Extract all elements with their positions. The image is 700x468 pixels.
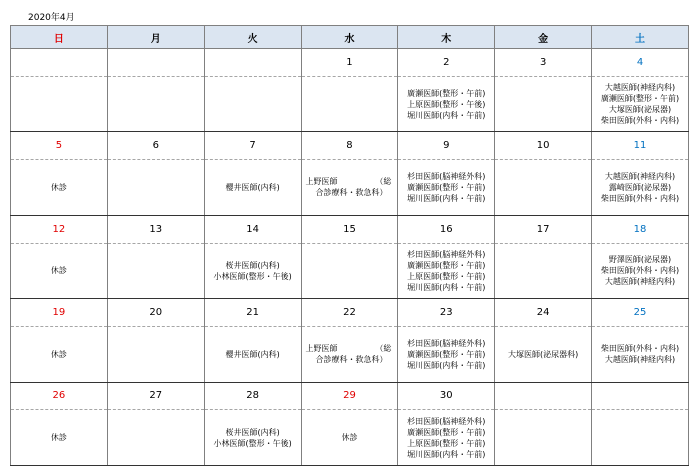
doctor-entry: 廣瀬医師(整形・午前) — [407, 182, 486, 192]
schedule-cell-sunday — [11, 410, 108, 466]
date-cell-saturday — [592, 382, 689, 410]
doctor-entry: 廣瀬医師(整形・午前) — [600, 94, 680, 104]
date-row — [11, 299, 689, 327]
schedule-cell-thursday — [398, 76, 495, 132]
schedule-cell-wednesday — [301, 160, 398, 216]
calendar-table — [10, 25, 689, 466]
schedule-cell-friday — [495, 243, 592, 299]
date-cell-wednesday: 8 — [301, 132, 398, 160]
date-cell-monday: 6 — [107, 132, 204, 160]
doctor-entry: 上原医師(整形・午前) — [407, 438, 486, 448]
schedule-row — [11, 76, 689, 132]
weekday-saturday: 土 — [592, 26, 689, 49]
schedule-cell-thursday — [398, 243, 495, 299]
weekday-sunday: 日 — [11, 26, 108, 49]
date-row — [11, 382, 689, 410]
date-cell-friday: 3 — [495, 49, 592, 77]
doctor-entry: 杉田医師(脳神経外科) — [407, 171, 486, 181]
doctor-entry: 大塚医師(泌尿器) — [608, 105, 672, 115]
doctor-entry-group — [302, 176, 398, 198]
date-cell-saturday: 4 — [592, 49, 689, 77]
doctor-entry: 堀川医師(内科・午前) — [407, 360, 486, 370]
weekday-wednesday: 水 — [301, 26, 398, 49]
date-cell-sunday: 5 — [11, 132, 108, 160]
date-cell-saturday: 18 — [592, 215, 689, 243]
date-row — [11, 49, 689, 77]
doctor-entry: 廣瀬医師(整形・午前) — [407, 427, 486, 437]
weekday-tuesday: 火 — [204, 26, 301, 49]
schedule-cell-friday — [495, 410, 592, 466]
doctor-entry-dept: 合診療科・救急科） — [315, 355, 388, 365]
doctor-entry: 堀川医師(内科・午前) — [407, 110, 486, 120]
date-cell-monday: 20 — [107, 299, 204, 327]
doctor-entry: 上原医師(整形・午前) — [407, 271, 486, 281]
date-cell-sunday: 26 — [11, 382, 108, 410]
schedule-cell-friday — [495, 160, 592, 216]
doctor-entry: 杉田医師(脳神経外科) — [407, 416, 486, 426]
doctor-entry: 堀川医師(内科・午前) — [407, 193, 486, 203]
doctor-entry: 柴田医師(外科・内科) — [600, 266, 680, 276]
doctor-entry: 杉田医師(脳神経外科) — [407, 249, 486, 259]
date-cell-monday — [107, 49, 204, 77]
doctor-entry: 上野医師 — [305, 344, 338, 354]
doctor-entry: 上原医師(整形・午後) — [407, 99, 486, 109]
schedule-cell-thursday — [398, 326, 495, 382]
date-cell-friday: 24 — [495, 299, 592, 327]
date-cell-sunday: 12 — [11, 215, 108, 243]
schedule-cell-monday — [107, 160, 204, 216]
doctor-entry-dept-open: （総 — [375, 344, 392, 354]
schedule-cell-monday — [107, 243, 204, 299]
schedule-cell-saturday — [592, 410, 689, 466]
date-cell-thursday: 16 — [398, 215, 495, 243]
date-cell-tuesday — [204, 49, 301, 77]
schedule-cell-saturday — [592, 160, 689, 216]
calendar-body — [11, 49, 689, 466]
schedule-cell-friday — [495, 326, 592, 382]
date-cell-tuesday: 28 — [204, 382, 301, 410]
calendar-title: 2020年4月 — [28, 13, 75, 23]
date-cell-wednesday: 15 — [301, 215, 398, 243]
schedule-row — [11, 243, 689, 299]
doctor-entry: 柴田医師(外科・内科) — [600, 344, 680, 354]
schedule-row — [11, 326, 689, 382]
schedule-cell-friday — [495, 76, 592, 132]
schedule-cell-sunday — [11, 160, 108, 216]
doctor-entry-dept: 合診療科・救急科） — [315, 188, 388, 198]
doctor-entry: 柴田医師(外科・内科) — [600, 116, 680, 126]
doctor-entry: 廣瀬医師(整形・午前) — [407, 349, 486, 359]
schedule-cell-monday — [107, 410, 204, 466]
doctor-entry: 桜井医師(内科) — [225, 260, 280, 270]
date-cell-monday: 13 — [107, 215, 204, 243]
closed-label: 休診 — [341, 433, 358, 443]
schedule-cell-tuesday — [204, 410, 301, 466]
schedule-cell-wednesday — [301, 410, 398, 466]
doctor-entry: 小林医師(整形・午後) — [213, 271, 292, 281]
schedule-cell-saturday — [592, 76, 689, 132]
date-cell-friday: 10 — [495, 132, 592, 160]
schedule-cell-tuesday — [204, 243, 301, 299]
schedule-cell-sunday — [11, 243, 108, 299]
doctor-entry: 大越医師(神経内科) — [604, 83, 676, 93]
date-cell-thursday: 23 — [398, 299, 495, 327]
schedule-row — [11, 160, 689, 216]
doctor-entry: 櫻井医師(内科) — [225, 182, 280, 192]
date-cell-monday: 27 — [107, 382, 204, 410]
doctor-entry: 大越医師(神経内科) — [604, 171, 676, 181]
doctor-entry: 櫻井医師(内科) — [225, 349, 280, 359]
doctor-entry: 柴田医師(外科・内科) — [600, 193, 680, 203]
date-cell-thursday: 9 — [398, 132, 495, 160]
schedule-cell-tuesday — [204, 160, 301, 216]
doctor-entry-dept-open: （総 — [375, 177, 392, 187]
doctor-entry: 堀川医師(内科・午前) — [407, 282, 486, 292]
schedule-cell-sunday — [11, 76, 108, 132]
weekday-thursday: 木 — [398, 26, 495, 49]
schedule-cell-monday — [107, 326, 204, 382]
schedule-cell-thursday — [398, 410, 495, 466]
date-cell-sunday — [11, 49, 108, 77]
schedule-cell-tuesday — [204, 326, 301, 382]
doctor-entry: 桜井医師(内科) — [225, 427, 280, 437]
doctor-entry: 大越医師(神経内科) — [604, 277, 676, 287]
schedule-row — [11, 410, 689, 466]
schedule-cell-wednesday — [301, 76, 398, 132]
schedule-cell-saturday — [592, 326, 689, 382]
date-cell-tuesday: 7 — [204, 132, 301, 160]
weekday-monday: 月 — [107, 26, 204, 49]
weekday-header-row — [11, 26, 689, 49]
doctor-entry-group — [302, 343, 398, 365]
schedule-cell-wednesday — [301, 326, 398, 382]
doctor-entry: 上野医師 — [305, 177, 338, 187]
date-cell-thursday: 30 — [398, 382, 495, 410]
schedule-cell-thursday — [398, 160, 495, 216]
date-cell-friday — [495, 382, 592, 410]
doctor-entry: 野澤医師(泌尿器) — [608, 255, 672, 265]
doctor-entry: 小林医師(整形・午後) — [213, 438, 292, 448]
closed-label: 休診 — [50, 349, 67, 359]
date-cell-wednesday: 29 — [301, 382, 398, 410]
doctor-entry: 露崎医師(泌尿器) — [608, 182, 672, 192]
schedule-cell-saturday — [592, 243, 689, 299]
doctor-entry: 堀川医師(内科・午前) — [407, 449, 486, 459]
closed-label: 休診 — [50, 433, 67, 443]
doctor-entry: 廣瀬医師(整形・午前) — [407, 88, 486, 98]
closed-label: 休診 — [50, 266, 67, 276]
date-cell-tuesday: 21 — [204, 299, 301, 327]
doctor-entry: 大越医師(神経内科) — [604, 355, 676, 365]
schedule-cell-wednesday — [301, 243, 398, 299]
schedule-cell-tuesday — [204, 76, 301, 132]
date-row — [11, 215, 689, 243]
date-cell-tuesday: 14 — [204, 215, 301, 243]
date-cell-thursday: 2 — [398, 49, 495, 77]
date-cell-friday: 17 — [495, 215, 592, 243]
doctor-entry: 大塚医師(泌尿器科) — [508, 349, 579, 359]
schedule-cell-sunday — [11, 326, 108, 382]
date-cell-saturday: 25 — [592, 299, 689, 327]
date-cell-wednesday: 1 — [301, 49, 398, 77]
schedule-cell-monday — [107, 76, 204, 132]
date-cell-wednesday: 22 — [301, 299, 398, 327]
date-row — [11, 132, 689, 160]
doctor-entry: 杉田医師(脳神経外科) — [407, 338, 486, 348]
date-cell-saturday: 11 — [592, 132, 689, 160]
doctor-entry: 廣瀬医師(整形・午前) — [407, 260, 486, 270]
date-cell-sunday: 19 — [11, 299, 108, 327]
weekday-friday: 金 — [495, 26, 592, 49]
closed-label: 休診 — [50, 182, 67, 192]
